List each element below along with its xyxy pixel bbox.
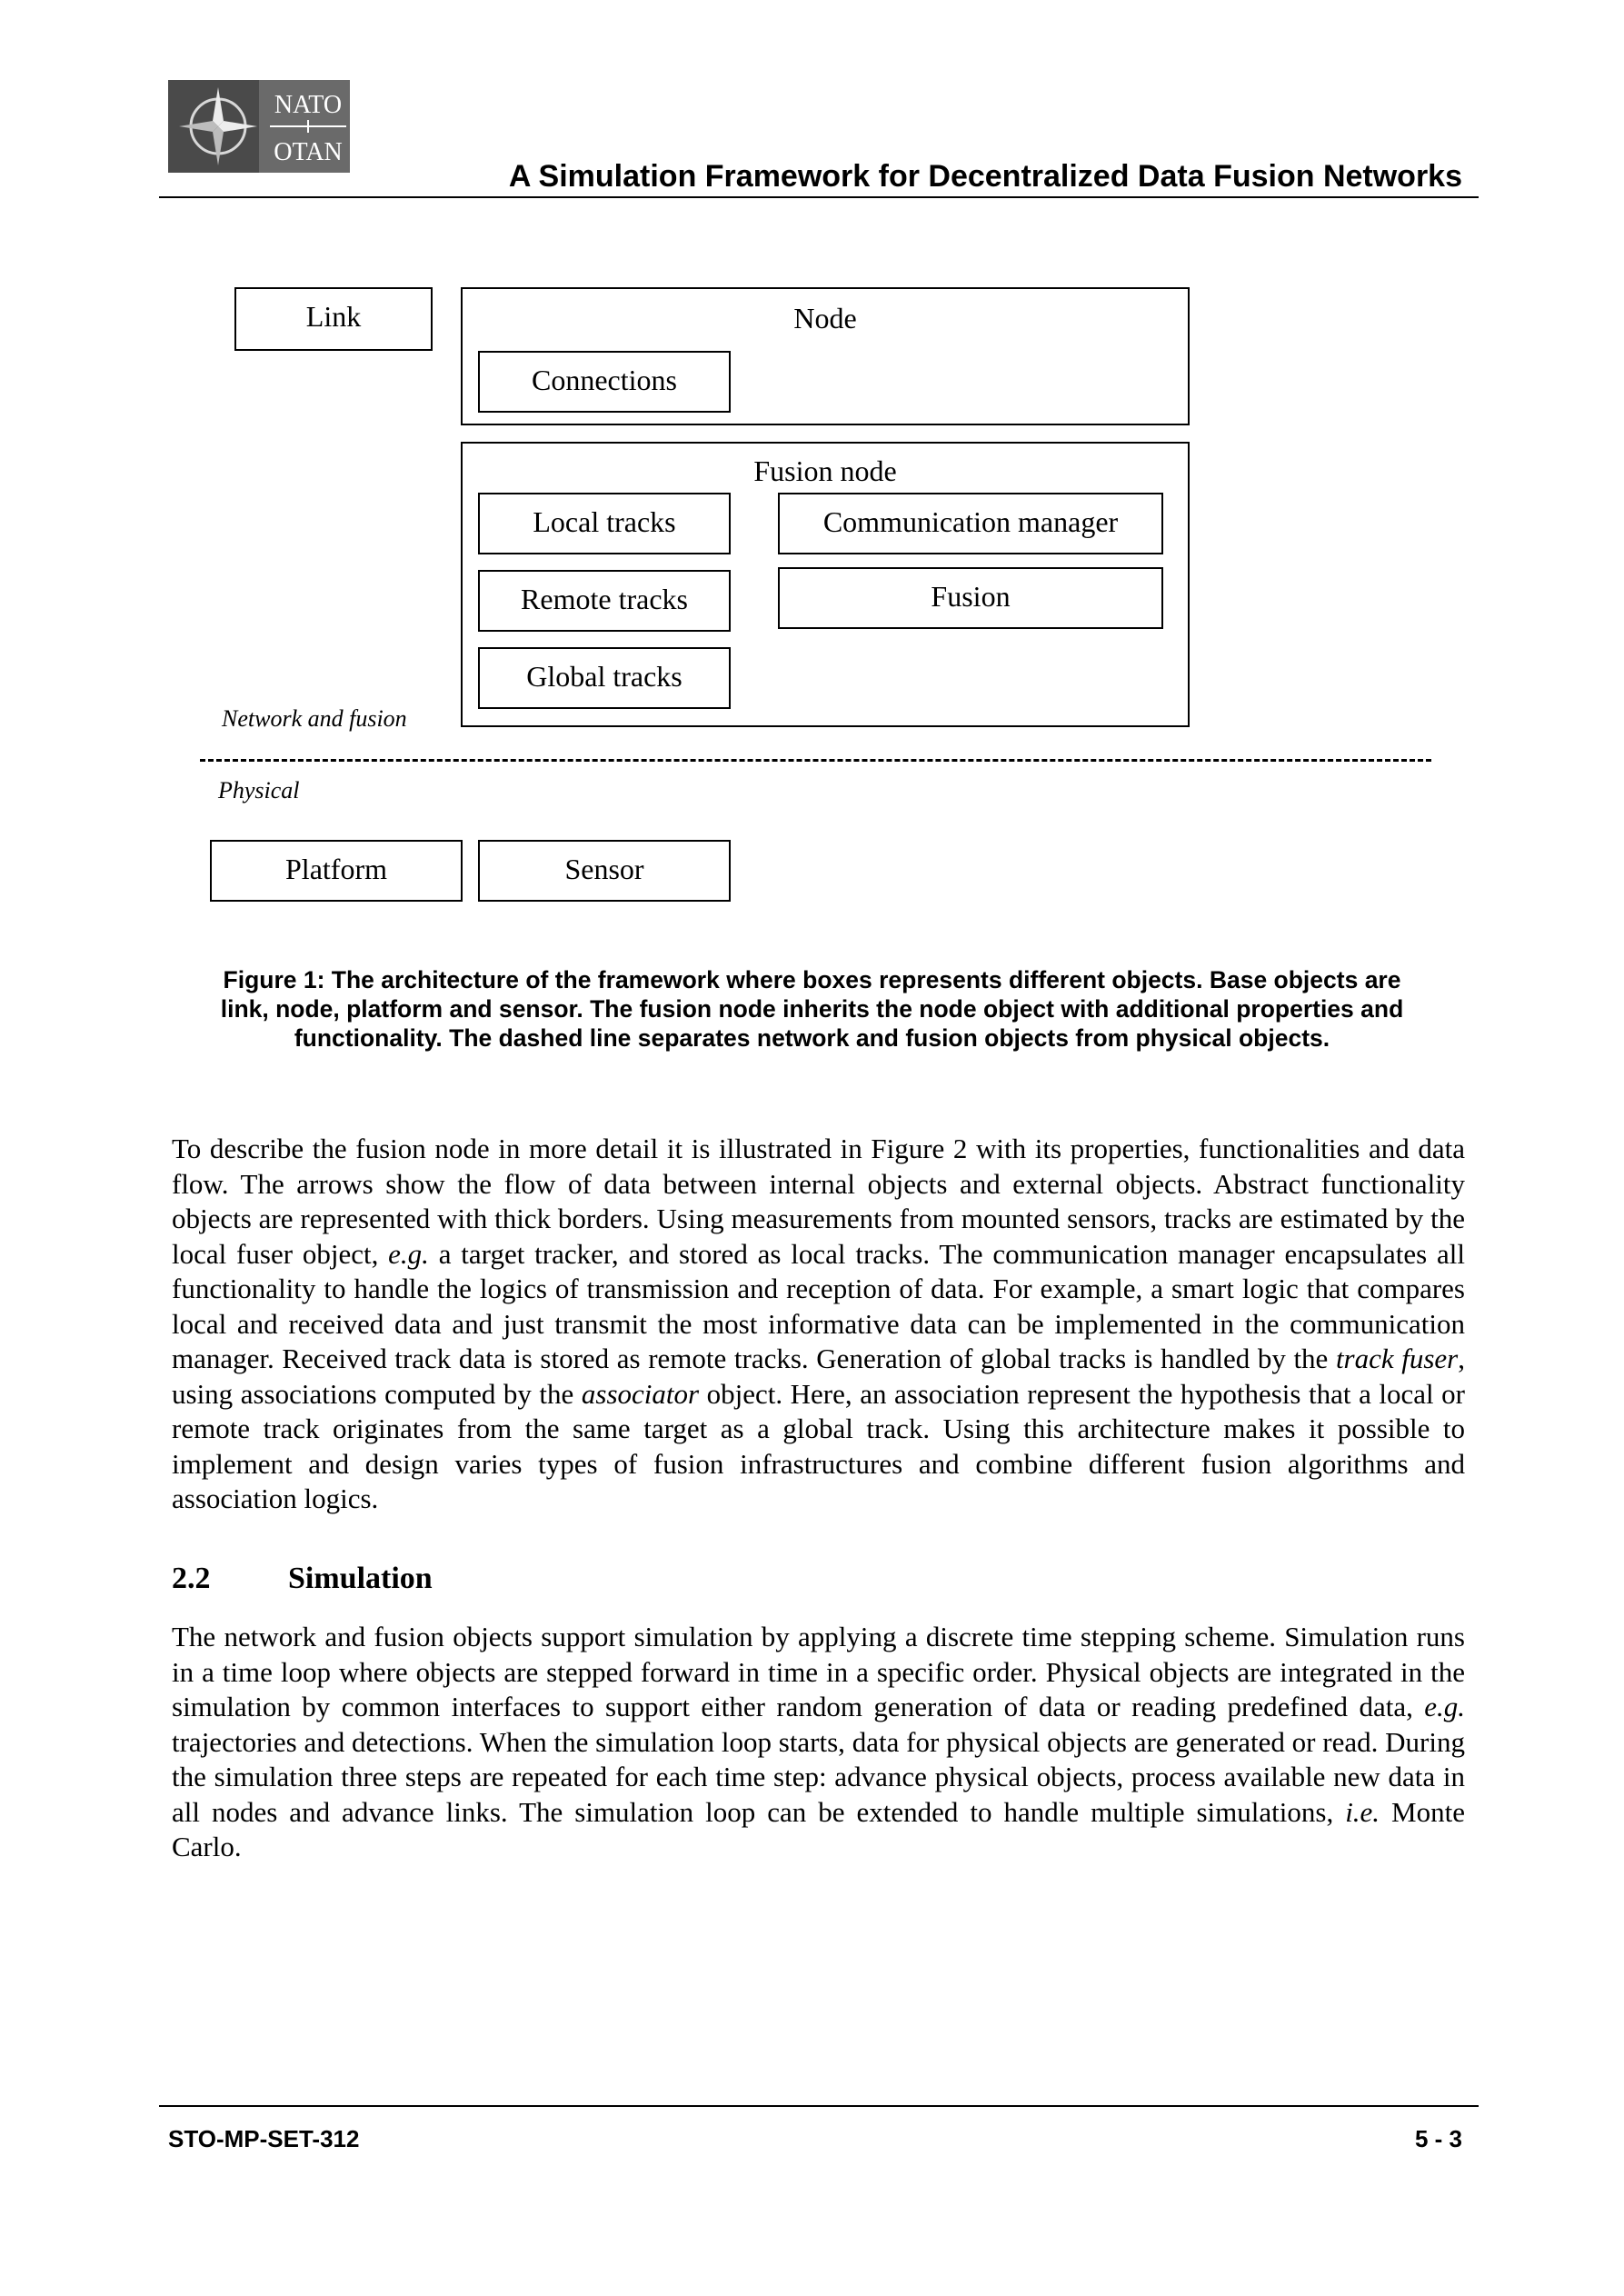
- separator-dashed-line: [200, 759, 1431, 762]
- header-rule: [159, 196, 1479, 198]
- platform-label: Platform: [285, 853, 387, 885]
- para2-text-c: Monte Carlo.: [172, 1795, 1465, 1862]
- logo-text-nato: NATO: [274, 91, 343, 119]
- local-tracks-label: Local tracks: [533, 505, 676, 538]
- fusion-label: Fusion: [931, 580, 1011, 613]
- footer-doc-id: STO-MP-SET-312: [168, 2125, 360, 2152]
- section-heading: [172, 1562, 433, 1596]
- paragraph-fusion-node: [172, 1132, 1465, 1517]
- network-and-fusion-label: Network and fusion: [222, 705, 407, 732]
- physical-label: Physical: [218, 777, 300, 804]
- para1-track-fuser: track fuser: [1335, 1343, 1459, 1374]
- para1-text-a: To describe the fusion node in more detail it is illustrated in Figure 2 with its properties, functionalities and data flow. The arrows show the flow of data between internal objects and external objects. Abstract functionality objects are represented with thick borders. Using measurements from mounted sensors, tracks are estimated by the local fuser object,: [172, 1133, 1465, 1270]
- remote-tracks-label: Remote tracks: [521, 583, 688, 615]
- nato-logo-icon: [168, 80, 350, 173]
- figure-caption: Figure 1: The architecture of the framework where boxes represents different objects. Base objects are link, node, platform and sensor. The fusion node inherits the node object with additional properties and functionality. The dashed line separates network and fusion objects from physical objects.: [220, 966, 1404, 1052]
- para1-text-d: object. Here, an association represent the hypothesis that a local or remote track originates from the same target as a global track. Using this architecture makes it possible to implement and design varies types of fusion infrastructures and combine different fusion algorithms and association logics.: [172, 1377, 1466, 1514]
- sensor-label: Sensor: [564, 853, 644, 885]
- footer-rule: [159, 2105, 1479, 2107]
- para2-eg: e.g.: [1424, 1691, 1465, 1722]
- running-header-title: A Simulation Framework for Decentralized Data Fusion Networks: [508, 159, 1462, 194]
- para2-text-a: The network and fusion objects support simulation by applying a discrete time stepping scheme. Simulation runs in a time loop where objects are stepped forward in time in a specific order. Physical objects are integrated in the simulation by common interfaces to support either random generation of data or reading predefined data,: [172, 1621, 1465, 1722]
- communication-manager-label: Communication manager: [822, 505, 1119, 538]
- para2-text-b: trajectories and detections. When the simulation loop starts, data for physical objects are generated or read. During the simulation three steps are repeated for each time step: advance physical objects, process available new data in all nodes and advance links. The simulation loop can be extended to handle multiple simulations,: [172, 1725, 1465, 1828]
- para1-text-c: , using associations computed by the: [172, 1343, 1465, 1410]
- section-number: 2.2: [172, 1562, 211, 1595]
- connections-label: Connections: [532, 364, 677, 396]
- para1-text-b: a target tracker, and stored as local tracks. The communication manager encapsulates all functionality to handle the logics of transmission and reception of data. For example, a smart logic that compares local and received data and just transmit the most informative data can be implemented in the communication manager. Received track data is stored as remote tracks. Generation of global tracks is handled by the: [172, 1237, 1465, 1374]
- para1-associator: associator: [581, 1377, 700, 1410]
- fusion-node-label: Fusion node: [753, 454, 897, 487]
- para2-ie: i.e.: [1345, 1795, 1380, 1828]
- nato-otan-logo: [168, 80, 350, 173]
- logo-text-otan: OTAN: [274, 138, 343, 166]
- footer-page-number: 5 - 3: [1414, 2125, 1462, 2152]
- section-title: Simulation: [288, 1562, 433, 1595]
- link-label: Link: [305, 300, 362, 333]
- node-label: Node: [793, 302, 857, 334]
- global-tracks-label: Global tracks: [526, 660, 682, 693]
- paragraph-simulation: [172, 1620, 1465, 1865]
- para1-eg: e.g.: [388, 1237, 429, 1270]
